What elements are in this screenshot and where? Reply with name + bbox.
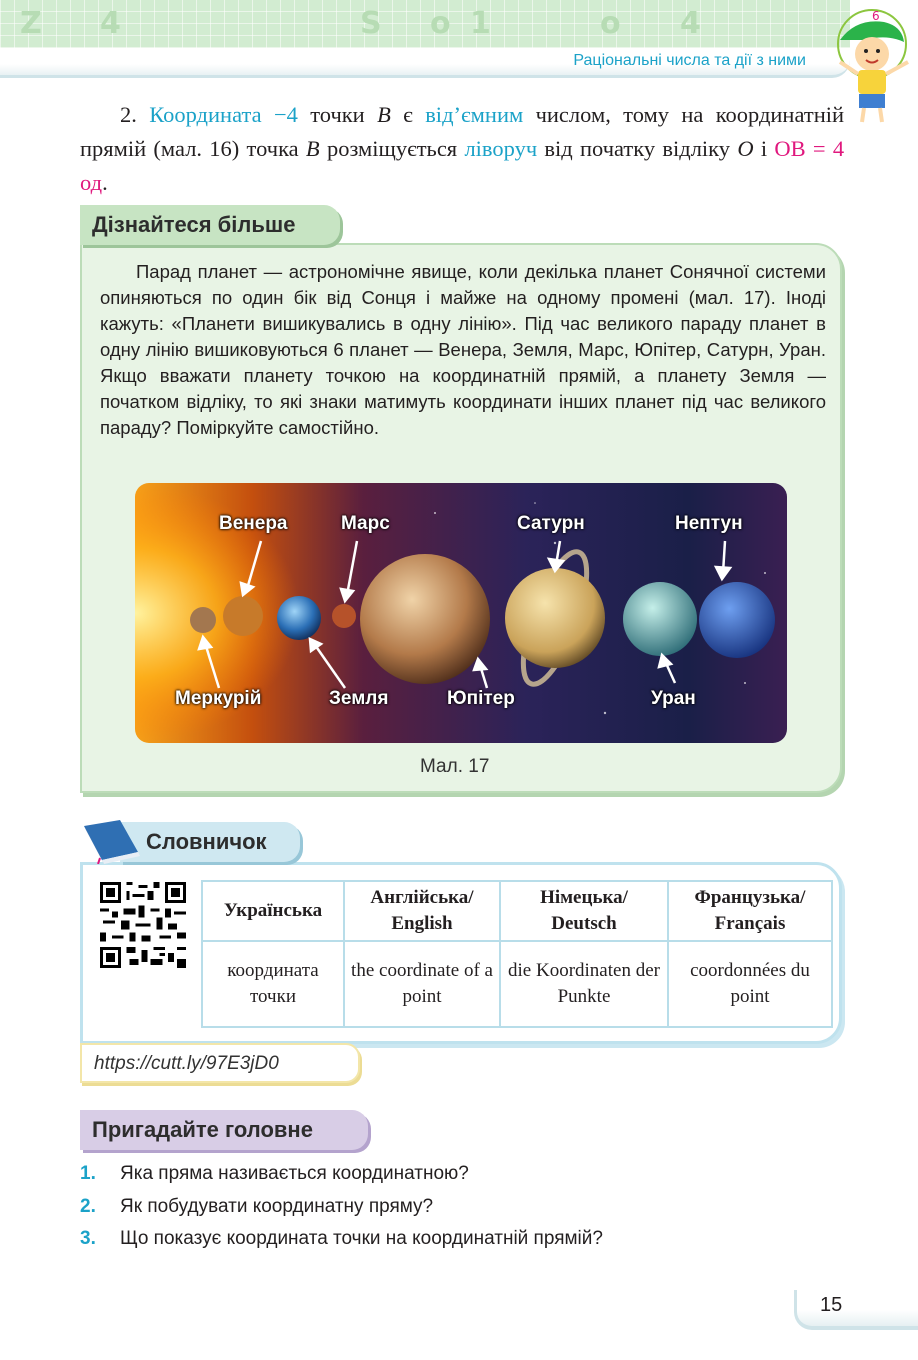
header-ukrainian: Українська	[202, 881, 344, 941]
decor-glyph: 4	[100, 6, 121, 41]
recap-title: Пригадайте головне	[92, 1117, 313, 1142]
mascot-badge: 6	[872, 9, 880, 23]
learn-more-title: Дізнайтеся більше	[92, 212, 296, 237]
text-run: .	[102, 170, 108, 195]
cell-ukrainian: координата точки	[202, 941, 344, 1027]
decor-glyph: o	[600, 6, 621, 41]
item-number: 2.	[120, 102, 137, 127]
qr-code[interactable]	[100, 882, 186, 968]
question-number: 1.	[80, 1163, 96, 1184]
recap-heading	[80, 1110, 368, 1150]
table-row	[202, 941, 832, 1027]
text-run: є	[403, 102, 413, 127]
question-text: Як побудувати координатну пряму?	[120, 1196, 434, 1217]
label-neptune: Нептун	[675, 513, 743, 534]
text-run: від початку відліку	[544, 136, 731, 161]
label-earth: Земля	[329, 688, 389, 709]
highlight-left: ліворуч	[464, 136, 538, 161]
section-title: Раціональні числа та дії з ними	[573, 52, 806, 69]
question-number: 2.	[80, 1196, 96, 1217]
label-uranus: Уран	[651, 688, 696, 709]
highlight-distance: OB = 4 од	[80, 136, 845, 195]
coordinate-value: −4	[273, 102, 298, 127]
question-text: Яка пряма називається координатною?	[120, 1163, 469, 1184]
learn-more-heading	[80, 205, 340, 245]
highlight-negative: від’ємним	[425, 102, 524, 127]
figure-caption: Мал. 17	[420, 756, 490, 777]
cell-french: coordonnées du point	[668, 941, 832, 1027]
learn-more-body: Парад планет — астрономічне явище, коли декілька планет Сонячної системи опиняються по один бік від Сонця і майже на одному промені (мал. 17). Іноді кажуть: «Планети вишикувались в одну лінію». Під час великого параду планет в одну лінію вишиковуються 6 планет — Венера, Земля, Марс, Юпітер, Сатурн, Уран. Якщо вважати планету точкою на координатній прямій, а планету Земля — початком відліку, то які знаки матимуть координати інших планет під час великого параду? Поміркуйте самостійно.	[100, 261, 826, 438]
list-item	[80, 1163, 469, 1185]
text-run: точки	[310, 102, 365, 127]
glossary-link[interactable]: https://cutt.ly/97E3jD0	[94, 1053, 279, 1074]
label-mercury: Меркурій	[175, 688, 262, 709]
text-run: розміщується	[326, 136, 458, 161]
origin-label: O	[737, 136, 754, 161]
decor-glyph: S	[360, 6, 382, 41]
page-number: 15	[820, 1294, 843, 1316]
header-german: Німецька/ Deutsch	[500, 881, 668, 941]
question-text: Що показує координата точки на координатній прямій?	[120, 1228, 603, 1249]
decor-glyph: 4	[680, 6, 701, 41]
intro-paragraph	[80, 98, 844, 200]
glossary-heading	[120, 822, 300, 862]
text-run: і	[760, 136, 768, 161]
label-saturn: Сатурн	[517, 513, 585, 534]
label-mars: Марс	[341, 513, 390, 534]
point-label: B	[377, 102, 391, 127]
highlight-coordinate: Координата	[149, 102, 262, 127]
list-item	[80, 1228, 603, 1250]
page-number-tab	[794, 1290, 918, 1330]
planet-parade-image	[135, 483, 787, 743]
cell-english: the coordinate of a point	[344, 941, 500, 1027]
table-header-row	[202, 881, 832, 941]
header-decor-band	[0, 0, 850, 48]
decor-glyph: o	[430, 6, 451, 41]
cell-german: die Koordinaten der Punkte	[500, 941, 668, 1027]
learn-more-text	[100, 259, 826, 441]
text-run: числом, тому на координатній прямій (мал. 16) точка	[80, 102, 845, 161]
point-label: B	[305, 136, 320, 161]
header-english: Англійська/ English	[344, 881, 500, 941]
label-venus: Венера	[219, 513, 288, 534]
book-icon	[80, 818, 144, 864]
decor-glyph: 1	[470, 6, 491, 41]
header-french: Французька/ Français	[668, 881, 832, 941]
question-number: 3.	[80, 1228, 96, 1249]
list-item	[80, 1196, 433, 1218]
glossary-title: Словничок	[146, 829, 267, 854]
glossary-link-box[interactable]	[80, 1043, 360, 1083]
label-jupiter: Юпітер	[447, 688, 515, 709]
decor-glyph: Z	[20, 6, 42, 41]
glossary-table	[201, 880, 833, 1028]
